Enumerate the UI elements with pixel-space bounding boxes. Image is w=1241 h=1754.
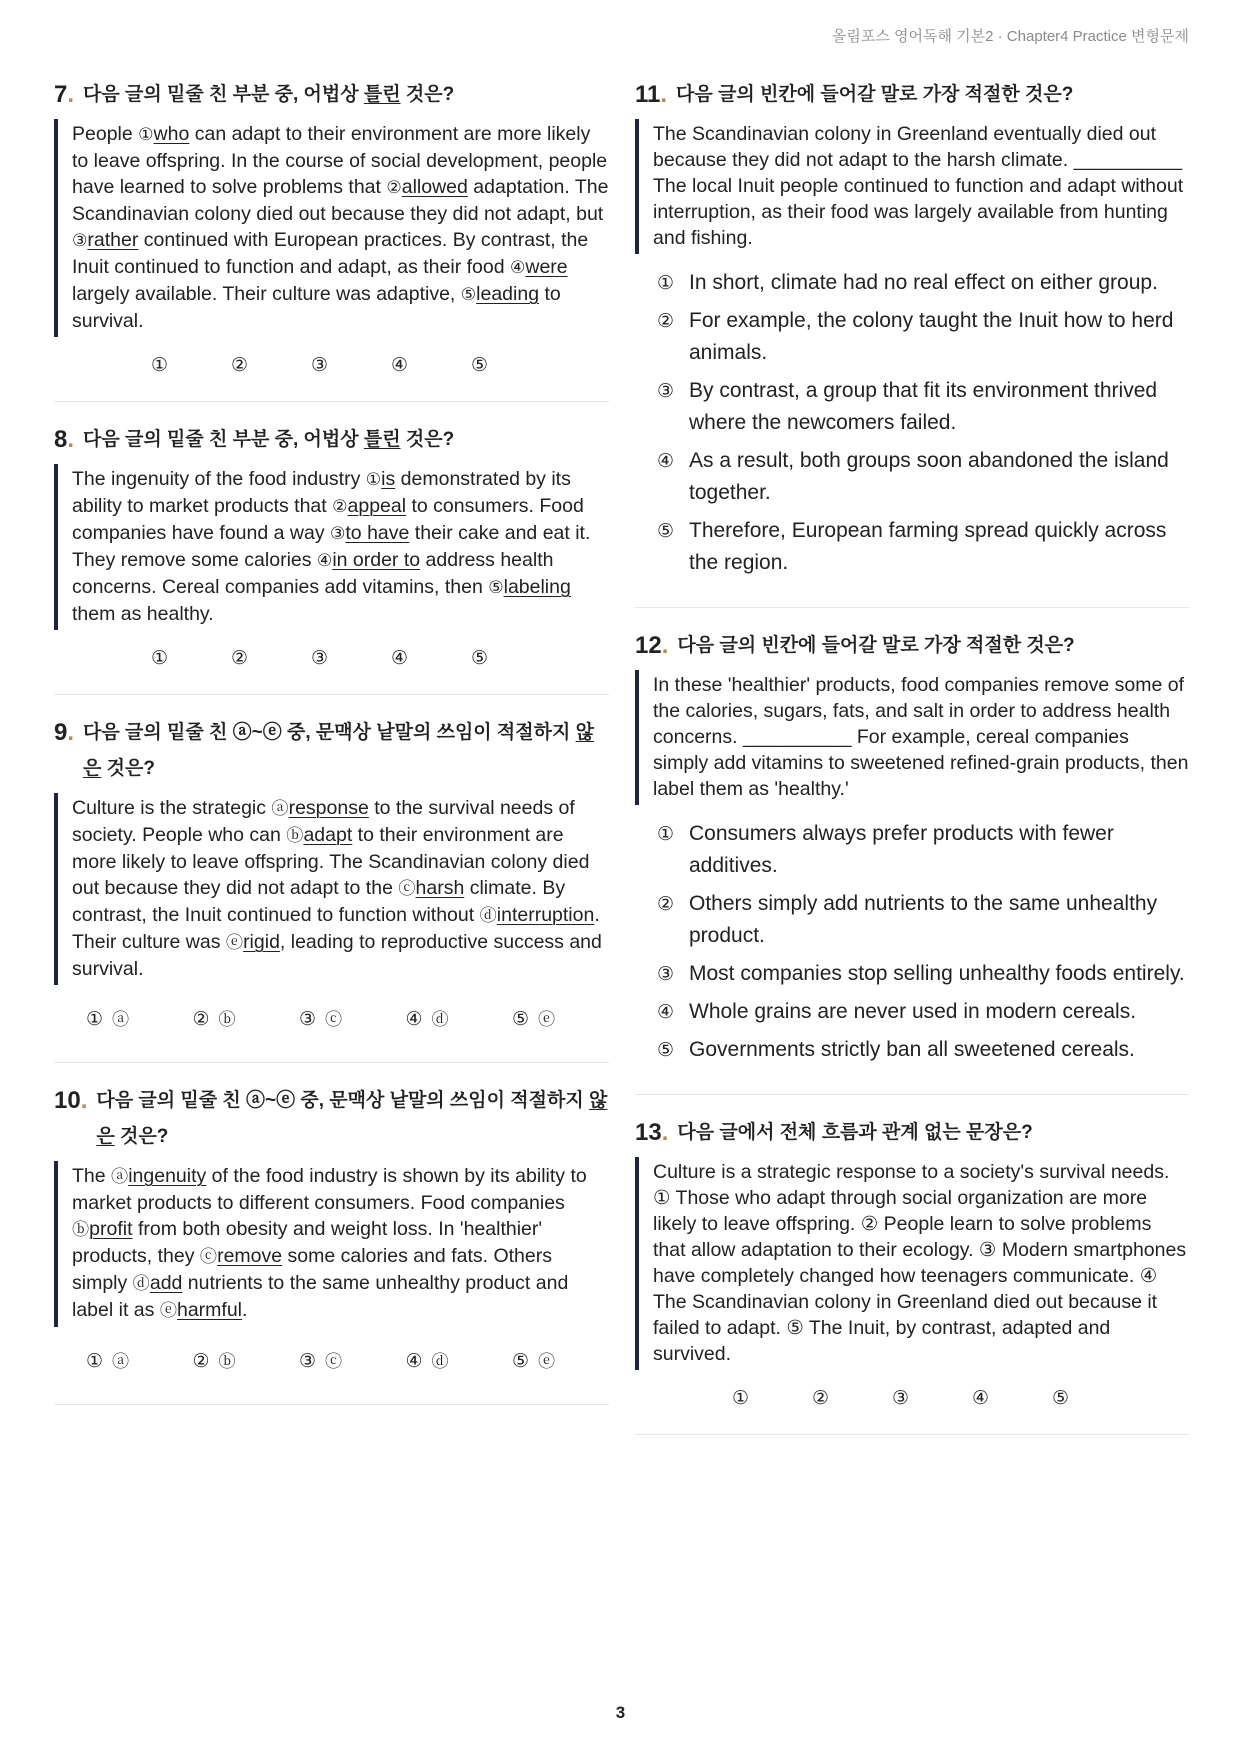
choice-number: ① — [732, 1387, 750, 1409]
text-run: to their environment are more likely to leave offspring. The Scandinavian colony died out because they did not adapt to the — [72, 824, 590, 899]
question-number-dot: . — [80, 1087, 88, 1114]
underlined-text: profit — [89, 1218, 133, 1240]
choice-label: ⓔ — [538, 1010, 556, 1030]
choice-number: ① — [151, 354, 169, 376]
text-run: 다음 글에서 전체 흐름과 관계 없는 문장은? — [677, 1122, 1033, 1143]
question-number — [635, 1115, 677, 1151]
text-run: In these 'healthier' products, food companies remove some of the calories, sugars, fats, and salt in order to address health concerns. __________ For example, cereal companies simply add vitamins to sweetened refined-grain products, then label them as 'healthy.' — [653, 674, 1189, 800]
choice-number: ② — [657, 893, 675, 915]
text-run: to survival. — [72, 283, 561, 332]
question-number — [54, 422, 83, 458]
text-run: Culture is the strategic — [72, 797, 272, 819]
underline-marker: ② — [332, 497, 348, 517]
answer-choices — [54, 999, 609, 1040]
underlined-text: 틀린 — [363, 429, 401, 450]
choice-label: ⓑ — [218, 1010, 236, 1030]
answer-choice — [657, 267, 1189, 299]
choice-number: ④ — [391, 647, 409, 669]
question-number-value: 12 — [635, 632, 662, 659]
text-run: 것은? — [400, 429, 455, 450]
passage — [54, 464, 609, 630]
passage — [54, 793, 609, 985]
question-11 — [635, 77, 1189, 608]
choice-number: ① — [86, 1350, 104, 1372]
choice-number: ④ — [657, 450, 675, 472]
answer-choices — [635, 818, 1189, 1066]
text-run: Culture is a strategic response to a society's survival needs. ① Those who adapt through social organization are more likely to leave offspring. ② People learn to solve problems that allow adaptation to their ecology. ③ Modern smartphones have completely changed how teenagers communicate. ④ The Scandinavian colony in Greenland died out because it failed to adapt. ⑤ The Inuit, by contrast, adapted and survived. — [653, 1161, 1187, 1365]
question-prompt — [83, 422, 609, 458]
choice-number: ④ — [391, 354, 409, 376]
underline-marker: ③ — [330, 524, 346, 544]
choice-number: ③ — [311, 647, 329, 669]
text-run: from both obesity and weight loss. In 'healthier' products, they — [72, 1218, 543, 1267]
answer-choice — [972, 1384, 1052, 1412]
text-run: 다음 글의 빈칸에 들어갈 말로 가장 적절한 것은? — [677, 635, 1075, 656]
text-run: adaptation. The Scandinavian colony died out because they did not adapt, but — [72, 176, 609, 225]
question-number-value: 11 — [635, 81, 661, 108]
answer-choice — [406, 1341, 513, 1382]
passage — [54, 119, 609, 337]
answer-choice — [86, 1341, 193, 1382]
choice-text: For example, the colony taught the Inuit how to herd animals. — [689, 309, 1174, 364]
choice-number: ① — [657, 823, 675, 845]
text-run: to consumers. Food companies have found a way — [72, 495, 584, 544]
answer-choice — [311, 644, 391, 672]
text-run: 것은? — [400, 84, 455, 105]
question-8 — [54, 422, 609, 695]
question-prompt — [96, 1083, 609, 1155]
answer-choice — [1052, 1384, 1132, 1412]
question-number — [54, 715, 83, 751]
question-number-dot: . — [67, 81, 75, 108]
choice-number: ⑤ — [657, 1039, 675, 1061]
text-run: nutrients to the same unhealthy product and label it as — [72, 1272, 569, 1321]
question-number — [635, 628, 677, 664]
answer-choices — [54, 351, 609, 379]
underlined-text: is — [381, 468, 396, 490]
passage — [635, 1157, 1189, 1370]
choice-number: ⑤ — [471, 647, 489, 669]
underline-marker: ⓐ — [111, 1167, 129, 1187]
question-prompt — [676, 77, 1189, 113]
question-number-dot: . — [660, 81, 668, 108]
question-heading — [635, 77, 1189, 113]
underline-marker: ⓐ — [271, 799, 289, 819]
text-run: of the food industry is shown by its ability to market products to different consumers. Food companies — [72, 1165, 587, 1214]
right-column — [635, 77, 1189, 1455]
underlined-text: harsh — [415, 877, 465, 899]
text-run: 것은? — [114, 1126, 169, 1147]
underlined-text: who — [153, 123, 190, 145]
left-column — [54, 77, 609, 1425]
underlined-text: were — [525, 256, 568, 278]
passage — [635, 670, 1189, 805]
page-number: 3 — [615, 1703, 626, 1722]
question-prompt — [677, 628, 1189, 664]
question-number — [54, 1083, 96, 1119]
choice-text: By contrast, a group that fit its environment thrived where the newcomers failed. — [689, 379, 1158, 434]
text-run: 다음 글의 밑줄 친 부분 중, 어법상 — [83, 84, 364, 105]
text-run: 다음 글의 밑줄 친 ⓐ~ⓔ 중, 문맥상 낱말의 쓰임이 적절하지 — [96, 1090, 589, 1111]
answer-choice — [151, 351, 231, 379]
choice-text: Consumers always prefer products with fewer additives. — [689, 822, 1114, 877]
choice-number: ③ — [299, 1350, 317, 1372]
underlined-text: allowed — [401, 176, 468, 198]
answer-choice — [231, 644, 311, 672]
underline-marker: ④ — [509, 258, 526, 278]
passage — [635, 119, 1189, 254]
choice-number: ④ — [405, 1350, 423, 1372]
choice-number: ④ — [972, 1387, 990, 1409]
answer-choice — [311, 351, 391, 379]
answer-choice — [657, 1034, 1189, 1066]
underlined-text: labeling — [503, 576, 571, 598]
underline-marker: ③ — [72, 231, 88, 251]
underline-marker: ⓓ — [479, 906, 497, 926]
choice-text: Governments strictly ban all sweetened cereals. — [689, 1038, 1135, 1061]
underline-marker: ⑤ — [488, 578, 504, 598]
text-run: to the survival needs of society. People who can — [72, 797, 575, 846]
underlined-text: to have — [345, 522, 410, 544]
question-10 — [54, 1083, 609, 1405]
answer-choice — [151, 644, 231, 672]
text-run: People — [72, 123, 139, 145]
question-number-dot: . — [67, 426, 75, 453]
text-run: 다음 글의 빈칸에 들어갈 말로 가장 적절한 것은? — [676, 84, 1074, 105]
question-number-value: 10 — [54, 1087, 81, 1114]
answer-choice — [193, 1341, 300, 1382]
text-run: some calories and fats. Others simply — [72, 1245, 552, 1294]
underlined-text: leading — [476, 283, 540, 305]
question-heading — [54, 422, 609, 458]
underlined-text: appeal — [347, 495, 407, 517]
underlined-text: add — [149, 1272, 183, 1294]
question-7 — [54, 77, 609, 402]
text-run: The Scandinavian colony in Greenland eventually died out because they did not adapt to the harsh climate. __________ The local Inuit people continued to function and adapt without interruption, as their food was largely available from hunting and fishing. — [653, 123, 1184, 249]
choice-label: ⓓ — [431, 1352, 449, 1372]
underlined-text: interruption — [496, 904, 595, 926]
choice-number: ⑤ — [1052, 1387, 1070, 1409]
underline-marker: ⓑ — [72, 1220, 90, 1240]
answer-choice — [406, 999, 513, 1040]
question-number-value: 13 — [635, 1119, 662, 1146]
question-prompt — [83, 77, 609, 113]
underlined-text: ingenuity — [128, 1165, 207, 1187]
answer-choice — [657, 958, 1189, 990]
underlined-text: 않은 — [83, 722, 594, 779]
text-run: , leading to reproductive success and survival. — [72, 931, 602, 980]
answer-choice — [391, 644, 471, 672]
question-heading — [635, 1115, 1189, 1151]
question-9 — [54, 715, 609, 1063]
answer-choice — [512, 999, 619, 1040]
choice-number: ③ — [299, 1008, 317, 1030]
choice-text: Whole grains are never used in modern cereals. — [689, 1000, 1137, 1023]
choice-number: ② — [231, 354, 249, 376]
choice-number: ④ — [657, 1001, 675, 1023]
answer-choice — [299, 999, 406, 1040]
text-run: demonstrated by its ability to market products that — [72, 468, 571, 517]
underlined-text: remove — [217, 1245, 283, 1267]
underline-marker: ④ — [316, 551, 333, 571]
answer-choice — [657, 445, 1189, 509]
page-header: 올림포스 영어독해 기본2 · Chapter4 Practice 변형문제 — [831, 28, 1189, 45]
question-number-dot: . — [661, 1119, 669, 1146]
text-run: 다음 글의 밑줄 친 ⓐ~ⓔ 중, 문맥상 낱말의 쓰임이 적절하지 — [83, 722, 576, 743]
underlined-text: rigid — [243, 931, 280, 953]
underlined-text: rather — [87, 229, 139, 251]
answer-choice — [471, 644, 551, 672]
choice-label: ⓔ — [538, 1352, 556, 1372]
choice-text: In short, climate had no real effect on either group. — [689, 271, 1158, 294]
text-run: address health concerns. Cereal companies add vitamins, then — [72, 549, 554, 598]
answer-choice — [86, 999, 193, 1040]
choice-number: ③ — [657, 963, 675, 985]
choice-text: Most companies stop selling unhealthy foods entirely. — [689, 962, 1185, 985]
choice-label: ⓓ — [431, 1010, 449, 1030]
choice-number: ② — [192, 1350, 210, 1372]
answer-choice — [657, 818, 1189, 882]
text-run: can adapt to their environment are more likely to leave offspring. In the course of social development, people have learned to solve problems that — [72, 123, 608, 198]
choice-label: ⓐ — [112, 1010, 130, 1030]
answer-choices — [54, 644, 609, 672]
answer-choice — [299, 1341, 406, 1382]
choice-number: ⑤ — [657, 520, 675, 542]
choice-number: ① — [151, 647, 169, 669]
underlined-text: 않은 — [96, 1090, 608, 1147]
underline-marker: ⑤ — [460, 285, 477, 305]
question-number — [635, 77, 676, 113]
question-heading — [54, 1083, 609, 1155]
answer-choice — [193, 999, 300, 1040]
answer-choice — [231, 351, 311, 379]
question-heading — [54, 77, 609, 113]
text-run: . — [242, 1299, 248, 1321]
question-number-value: 8 — [54, 426, 68, 453]
answer-choice — [471, 351, 551, 379]
underlined-text: response — [288, 797, 369, 819]
question-heading — [54, 715, 609, 787]
choice-number: ② — [657, 310, 675, 332]
text-run: 것은? — [101, 758, 155, 779]
text-run: . Their culture was — [72, 904, 600, 953]
choice-number: ⑤ — [512, 1008, 530, 1030]
choice-number: ③ — [657, 380, 675, 402]
question-number-value: 7 — [54, 81, 68, 108]
question-heading — [635, 628, 1189, 664]
choice-number: ① — [86, 1008, 104, 1030]
choice-label: ⓒ — [325, 1010, 343, 1030]
underline-marker: ⓓ — [132, 1274, 150, 1294]
text-run: climate. By contrast, the Inuit continued to function without — [72, 877, 566, 926]
choice-text: Others simply add nutrients to the same unhealthy product. — [689, 892, 1158, 947]
question-number-dot: . — [67, 719, 75, 746]
choice-number: ② — [231, 647, 249, 669]
answer-choices — [54, 1341, 609, 1382]
question-number-dot: . — [661, 632, 669, 659]
text-run: The ingenuity of the food industry — [72, 468, 366, 490]
choice-number: ③ — [892, 1387, 910, 1409]
underline-marker: ② — [386, 178, 402, 198]
text-run: their cake and eat it. They remove some calories — [72, 522, 591, 571]
choice-label: ⓒ — [325, 1352, 343, 1372]
underline-marker: ① — [138, 125, 154, 145]
answer-choice — [657, 305, 1189, 369]
question-prompt — [677, 1115, 1189, 1151]
answer-choice — [391, 351, 471, 379]
choice-number: ④ — [405, 1008, 423, 1030]
answer-choices — [635, 267, 1189, 579]
question-number-value: 9 — [54, 719, 68, 746]
answer-choice — [657, 375, 1189, 439]
answer-choice — [812, 1384, 892, 1412]
question-prompt — [83, 715, 609, 787]
underline-marker: ⓑ — [286, 826, 304, 846]
underlined-text: 틀린 — [363, 84, 401, 105]
passage — [54, 1161, 609, 1327]
answer-choice — [657, 888, 1189, 952]
answer-choice — [892, 1384, 972, 1412]
choice-number: ⑤ — [471, 354, 489, 376]
choice-label: ⓐ — [112, 1352, 130, 1372]
underlined-text: harmful — [176, 1299, 243, 1321]
text-run: largely available. Their culture was adaptive, — [72, 283, 461, 305]
underline-marker: ⓔ — [225, 933, 244, 953]
choice-text: Therefore, European farming spread quickly across the region. — [689, 519, 1167, 574]
answer-choice — [657, 515, 1189, 579]
underline-marker: ⓒ — [398, 879, 416, 899]
text-run: continued with European practices. By contrast, the Inuit continued to function and adapt, as their food — [72, 229, 589, 278]
question-12 — [635, 628, 1189, 1095]
underlined-text: in order to — [332, 549, 421, 571]
question-13 — [635, 1115, 1189, 1435]
underline-marker: ① — [365, 470, 382, 490]
choice-text: As a result, both groups soon abandoned the island together. — [689, 449, 1169, 504]
text-run: 다음 글의 밑줄 친 부분 중, 어법상 — [83, 429, 364, 450]
choice-label: ⓑ — [218, 1352, 236, 1372]
answer-choice — [657, 996, 1189, 1028]
question-number — [54, 77, 83, 113]
answer-choice — [732, 1384, 812, 1412]
text-run: them as healthy. — [72, 603, 214, 625]
text-run: The — [72, 1165, 112, 1187]
choice-number: ③ — [311, 354, 329, 376]
underline-marker: ⓒ — [199, 1247, 218, 1267]
choice-number: ⑤ — [512, 1350, 530, 1372]
answer-choices — [635, 1384, 1189, 1412]
choice-number: ② — [192, 1008, 210, 1030]
underlined-text: adapt — [303, 824, 353, 846]
answer-choice — [512, 1341, 619, 1382]
choice-number: ② — [812, 1387, 830, 1409]
choice-number: ① — [657, 272, 675, 294]
underline-marker: ⓔ — [159, 1301, 177, 1321]
